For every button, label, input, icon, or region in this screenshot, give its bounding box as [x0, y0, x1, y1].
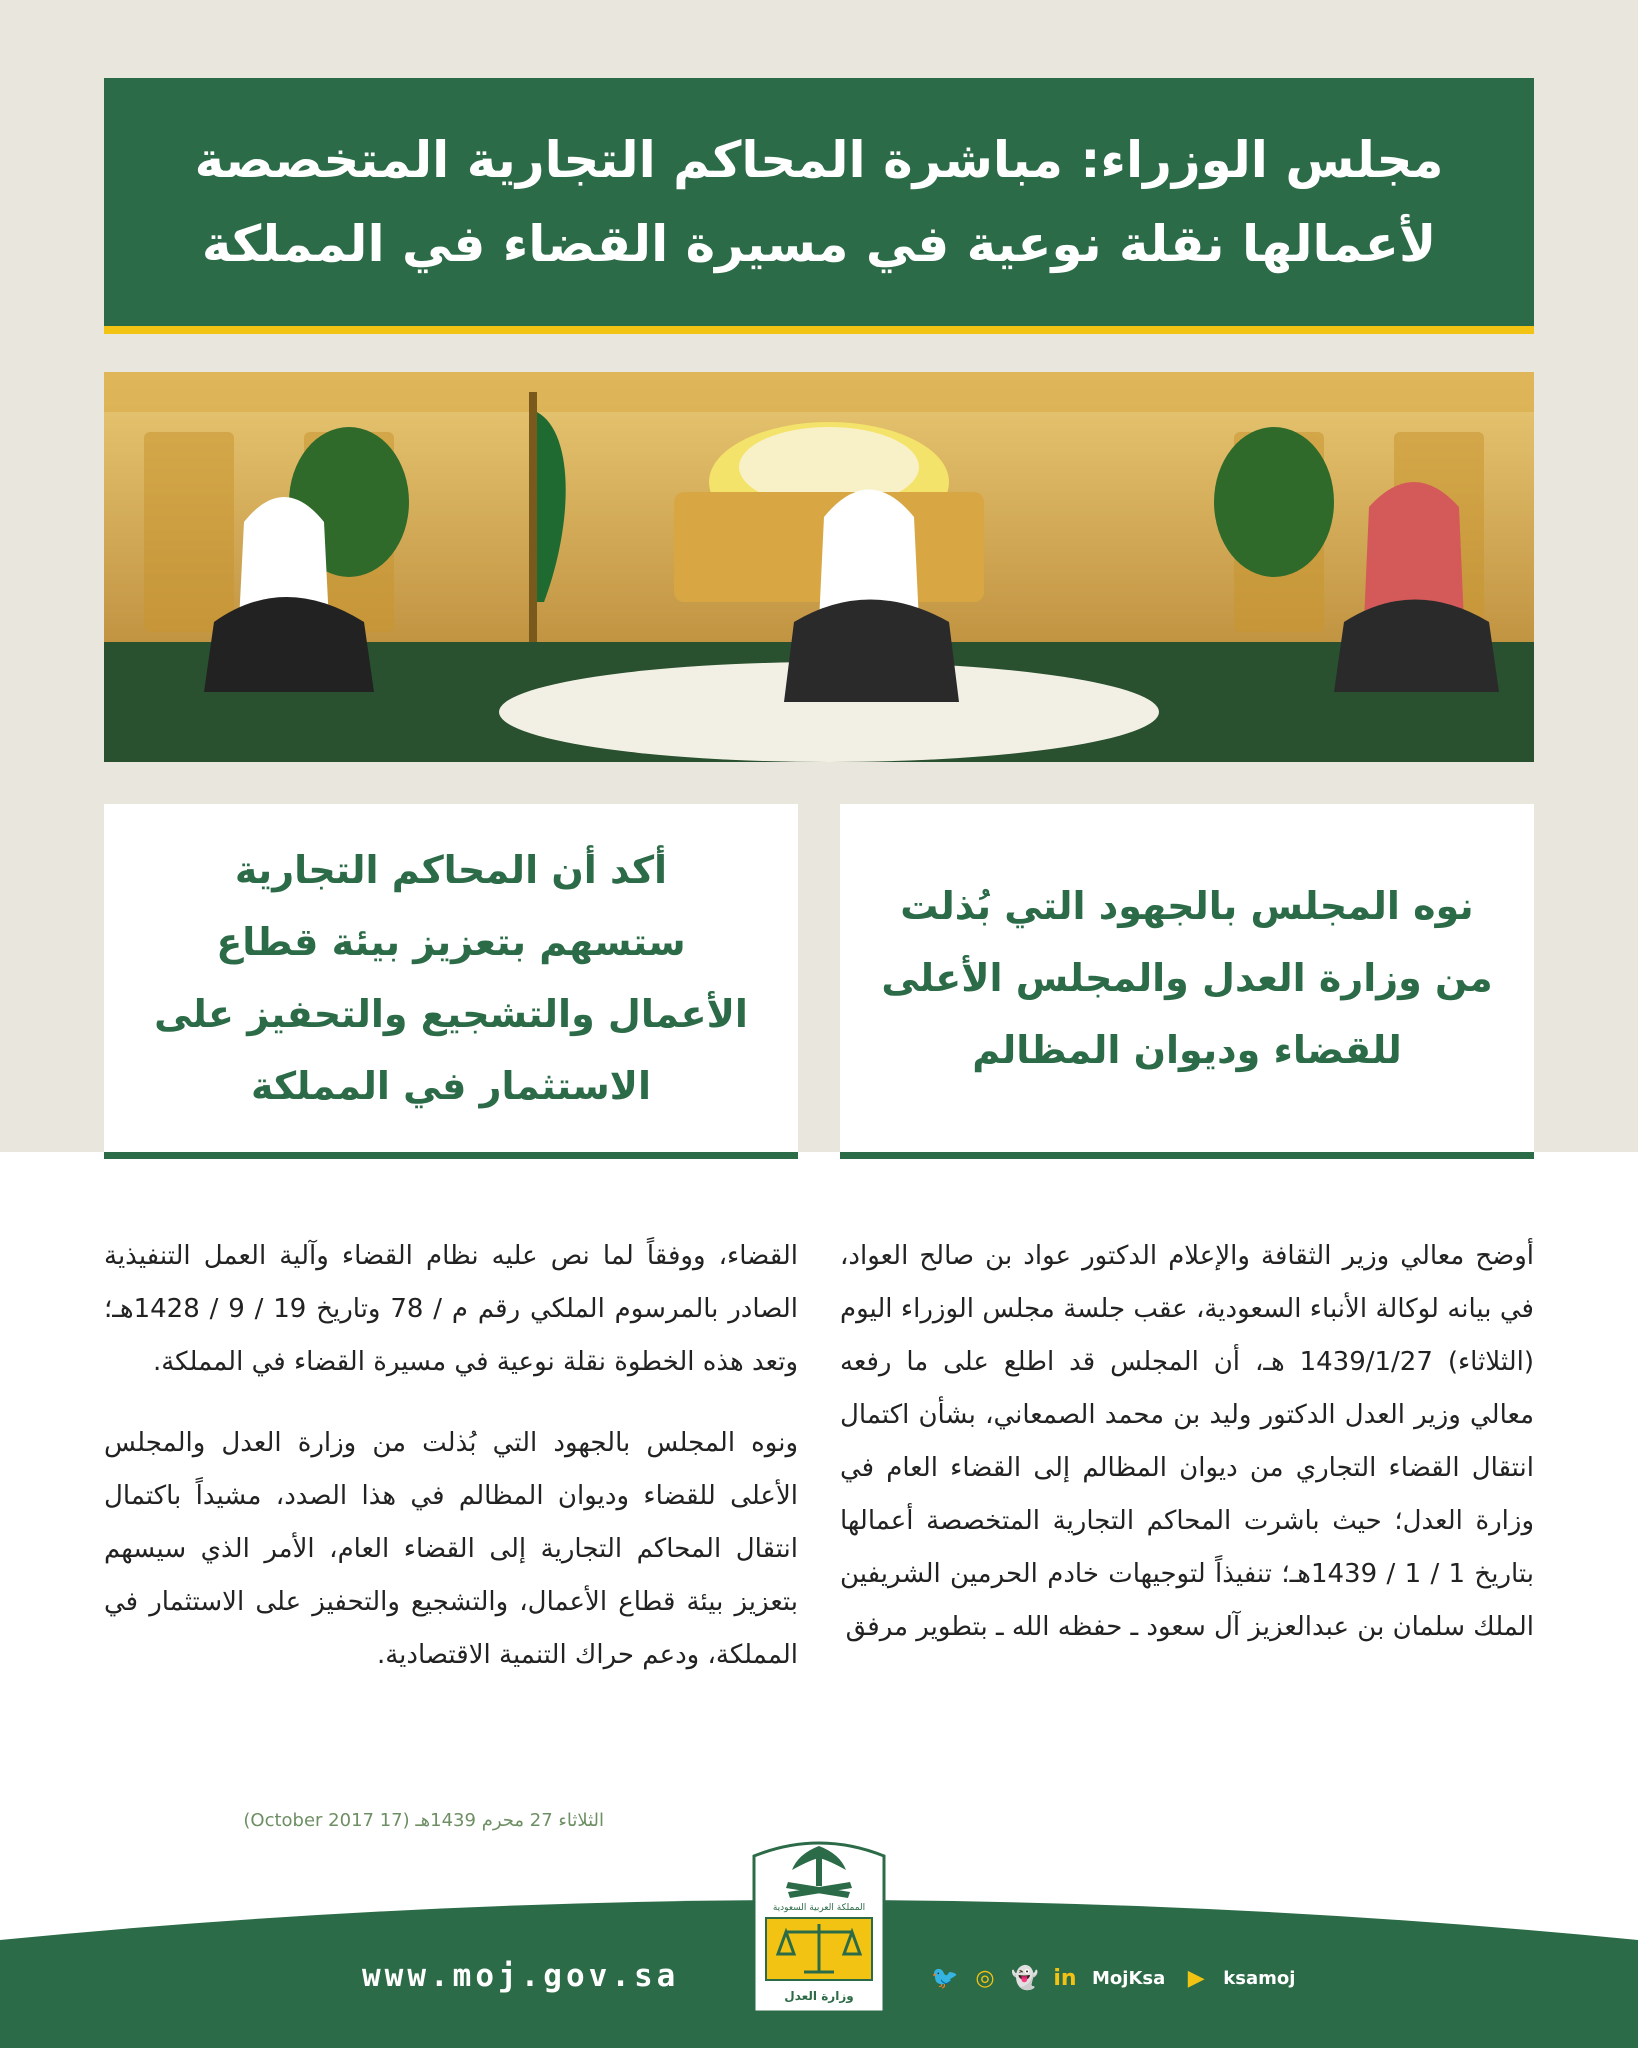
photo-illustration [104, 372, 1534, 762]
body-column-right [840, 1230, 1534, 1654]
quote-right-line-2: من وزارة العدل والمجلس الأعلى [881, 956, 1493, 1000]
headline-box [104, 78, 1534, 326]
body-column-left [104, 1230, 798, 1682]
linkedin-icon[interactable]: in [1053, 1965, 1077, 1991]
body-left-paragraph-2: ونوه المجلس بالجهود التي بُذلت من وزارة العدل والمجلس الأعلى للقضاء وديوان المظالم في هذا الصدد، مشيداً باكتمال انتقال المحاكم التجارية إلى القضاء العام، الأمر الذي سيسهم بتعزيز بيئة قطاع الأعمال، والتشجيع والتحفيز على الاستثمار في المملكة، ودعم حراك التنمية الاقتصادية. [104, 1428, 798, 1670]
quote-left-rule [104, 1152, 798, 1159]
instagram-icon[interactable]: ◎ [975, 1965, 995, 1991]
quote-left-line-1: أكد أن المحاكم التجارية [234, 848, 668, 892]
social-handle-mojksa[interactable]: MojKsa [1092, 1967, 1166, 1989]
quote-left-line-4: الاستثمار في المملكة [250, 1064, 652, 1108]
quote-left-line-2: ستسهم بتعزيز بيئة قطاع [216, 920, 686, 964]
social-links [930, 1956, 1301, 2000]
headline-line-2: لأعمالها نقلة نوعية في مسيرة القضاء في المملكة [201, 215, 1437, 273]
social-handle-ksamoj[interactable]: ksamoj [1223, 1967, 1296, 1989]
quote-box-right [840, 804, 1534, 1152]
ministry-logo-icon [748, 1836, 890, 2018]
quote-right-line-1: نوه المجلس بالجهود التي بُذلت [900, 884, 1474, 928]
headline-line-1: مجلس الوزراء: مباشرة المحاكم التجارية المتخصصة [194, 131, 1444, 189]
publish-date: الثلاثاء 27 محرم 1439هـ (17 October 2017) [243, 1810, 604, 1831]
body-right-paragraph-1: أوضح معالي وزير الثقافة والإعلام الدكتور عواد بن صالح العواد، في بيانه لوكالة الأنباء السعودية، عقب جلسة مجلس الوزراء اليوم (الثلاثاء) 1439/1/27 هـ، أن المجلس قد اطلع على ما رفعه معالي وزير العدل الدكتور وليد بن محمد الصمعاني، بشأن اكتمال انتقال القضاء التجاري من ديوان المظالم إلى القضاء العام في وزارة العدل؛ حيث باشرت المحاكم التجارية المتخصصة أعمالها بتاريخ 1 / 1 / 1439هـ؛ تنفيذاً لتوجيهات خادم الحرمين الشريفين الملك سلمان بن عبدالعزيز آل سعود ـ حفظه الله ـ بتطوير مرفق [840, 1241, 1535, 1642]
twitter-icon[interactable]: 🐦 [931, 1965, 959, 1991]
cabinet-meeting-photo [104, 372, 1534, 762]
quote-right-rule [840, 1152, 1534, 1159]
logo-top-text: المملكة العربية السعودية [772, 1903, 866, 1913]
youtube-icon[interactable]: ▶ [1187, 1965, 1205, 1991]
quote-left-line-3: الأعمال والتشجيع والتحفيز على [154, 992, 748, 1036]
body-left-paragraph-1: القضاء، ووفقاً لما نص عليه نظام القضاء وآلية العمل التنفيذية الصادر بالمرسوم الملكي رقم م / 78 وتاريخ 19 / 9 / 1428هـ؛ وتعد هذه الخطوة نقلة نوعية في مسيرة القضاء في المملكة. [104, 1241, 799, 1377]
snapchat-icon[interactable]: 👻 [1011, 1965, 1039, 1991]
quote-right-line-3: للقضاء وديوان المظالم [972, 1028, 1402, 1072]
quote-box-left [104, 804, 798, 1152]
website-link[interactable]: www.moj.gov.sa [362, 1958, 680, 1994]
headline-underline [104, 326, 1534, 334]
logo-bottom-text: وزارة العدل [784, 1989, 854, 2003]
